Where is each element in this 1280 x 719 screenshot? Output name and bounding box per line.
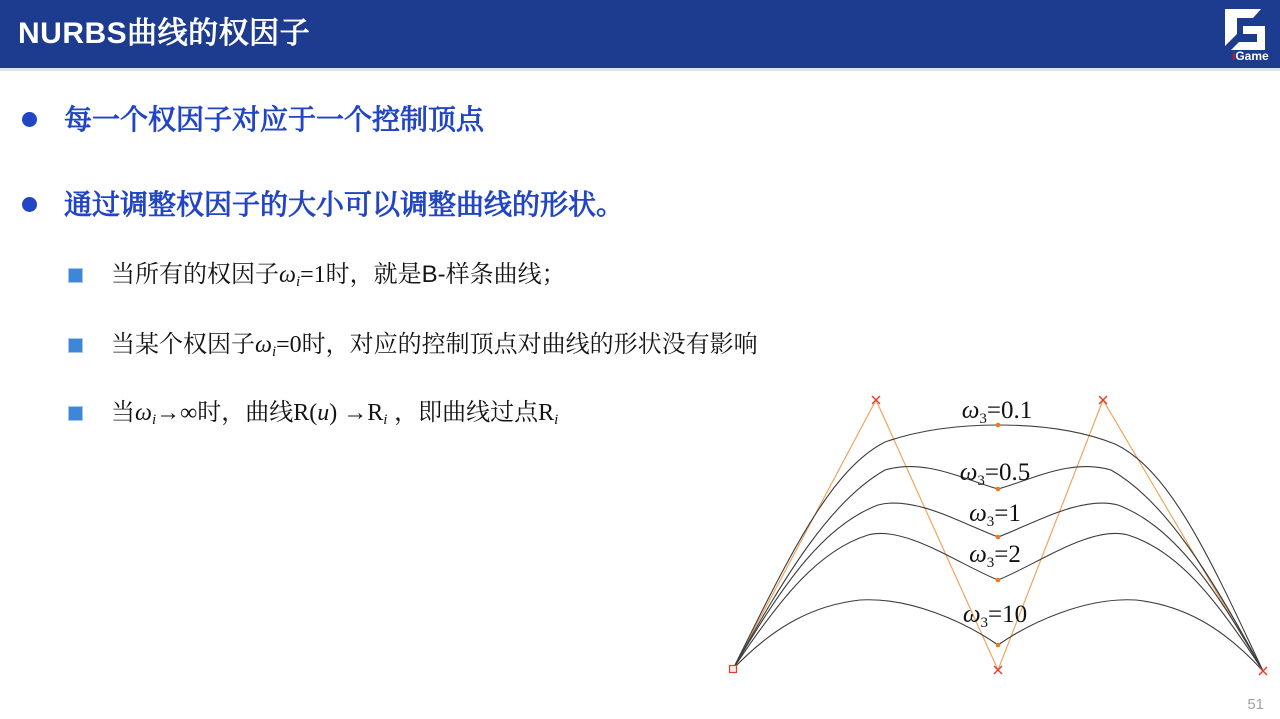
logo-text-i: i	[1232, 49, 1236, 63]
logo-text-rest: Game	[1235, 49, 1269, 63]
bullet-text: 通过调整权因子的大小可以调整曲线的形状。	[64, 189, 625, 220]
control-point-marker	[1099, 396, 1107, 404]
control-point-marker	[994, 666, 1002, 674]
sub-bullet-item-3	[68, 398, 558, 428]
bullet-item-2	[22, 189, 624, 221]
sub-bullet-text: 当所有的权因子$\omega_i=1$时，就是B-样条曲线；	[111, 261, 566, 290]
sub-bullet-text: 当$\omega_i\to\infty$时，曲线$R(u) \to R_i$ ，即曲线过点$R_i$	[111, 399, 559, 428]
sub-bullet-text: 当某个权因子$\omega_i=0$时，对应的控制顶点对曲线的形状没有影响	[111, 331, 758, 360]
sub-bullet-item-1	[68, 260, 566, 290]
curve-midpoint-dot	[996, 487, 1001, 492]
curve-midpoint-dot	[996, 535, 1001, 540]
bullet-text: 每一个权因子对应于一个控制顶点	[64, 104, 485, 135]
header-bar	[0, 0, 1280, 68]
square-bullet-icon	[68, 338, 83, 353]
curve-weight-label: $\omega_3=2$	[969, 541, 1021, 571]
bullet-dot-icon	[22, 197, 37, 212]
sub-bullet-item-2	[68, 330, 758, 360]
curve-weight-label: $\omega_3=10$	[962, 601, 1028, 631]
bullet-item-1	[22, 104, 484, 136]
header-divider	[0, 68, 1280, 71]
curve-weight-label: $\omega_3=0.1$	[961, 397, 1033, 427]
nurbs-weight-figure	[725, 388, 1280, 693]
bullet-dot-icon	[22, 112, 37, 127]
svg-text:iGame	[1232, 49, 1269, 63]
control-point-marker	[730, 666, 737, 673]
control-point-marker	[872, 396, 880, 404]
page-title: NURBS曲线的权因子	[18, 17, 311, 50]
curve-midpoint-dot	[996, 643, 1001, 648]
curve-weight-label: $\omega_3=1$	[969, 500, 1021, 530]
control-point-marker	[1259, 667, 1267, 675]
curve-midpoint-dot	[996, 578, 1001, 583]
page-number: 51	[1247, 696, 1264, 713]
igame-logo-icon	[1216, 5, 1274, 63]
square-bullet-icon	[68, 406, 83, 421]
curve-weight-label: $\omega_3=0.5$	[959, 459, 1031, 489]
square-bullet-icon	[68, 268, 83, 283]
